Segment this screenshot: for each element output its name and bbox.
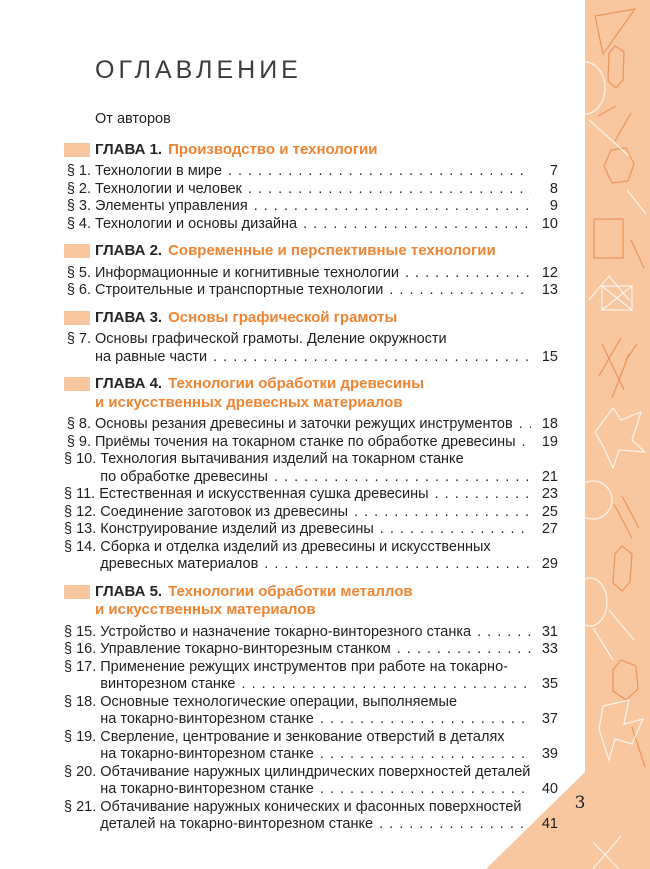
dots-leader [397, 641, 531, 659]
chapter-title: Основы графической грамоты [168, 308, 398, 326]
item-page-number: 27 [541, 521, 558, 537]
item-title-line: винторезном станке [100, 676, 236, 692]
toc-item [64, 641, 558, 659]
item-last-line [95, 216, 558, 234]
item-number: § 4. [66, 215, 91, 232]
item-title-line: Технологии и человек [95, 180, 242, 197]
item-page-number: 40 [541, 781, 558, 797]
item-title-line: на равные части [95, 348, 208, 365]
item-body [95, 416, 558, 434]
item-last-line [95, 265, 558, 283]
item-body [100, 539, 558, 574]
toc-item [64, 265, 558, 283]
dots-leader [379, 816, 531, 834]
chapter-label: ГЛАВА 1. [95, 140, 163, 158]
item-body [100, 799, 558, 834]
item-number: § 15. [64, 623, 97, 640]
toc-item [64, 331, 558, 366]
chapter-marker-chip [64, 377, 90, 391]
item-number: § 5. [66, 264, 91, 281]
table-of-contents [64, 56, 558, 834]
item-title-line: Основы графической грамоты. Деление окружности [95, 331, 447, 347]
item-page-number: 15 [541, 348, 558, 365]
item-last-line [95, 416, 558, 434]
toc-item [64, 163, 558, 181]
item-number: § 13. [64, 521, 97, 537]
chapter-label: ГЛАВА 5. [95, 582, 163, 600]
item-title-line: Приёмы точения на токарном станке по обработке древесины [95, 433, 516, 450]
item-title-line: Конструирование изделий из древесины [100, 521, 374, 537]
chapters-list [64, 141, 558, 834]
item-title-line: Применение режущих инструментов при работе на токарно- [100, 658, 508, 675]
toc-item [64, 181, 558, 199]
item-number: § 11. [64, 486, 96, 502]
item-last-line [100, 521, 558, 539]
chapter-label: ГЛАВА 4. [95, 375, 163, 392]
item-number: § 7. [66, 331, 91, 347]
item-body [95, 331, 558, 366]
item-last-line [95, 434, 558, 452]
item-title-line: Основы резания древесины и заточки режущих инструментов [95, 416, 513, 432]
page-number: 3 [574, 793, 586, 813]
chapter-section [64, 141, 558, 234]
item-title-line: на токарно-винторезном станке [100, 781, 314, 797]
item-number: § 18. [64, 693, 97, 710]
toc-item [64, 694, 558, 729]
item-last-line [100, 746, 558, 764]
item-title-line: Управление токарно-винторезным станком [100, 641, 391, 657]
item-body [100, 729, 558, 764]
toc-item [64, 282, 558, 300]
item-body [95, 181, 558, 199]
dots-leader [213, 349, 531, 367]
dots-leader [320, 746, 531, 764]
toc-item [64, 764, 558, 799]
chapter-heading-line [95, 375, 558, 394]
toc-item [64, 624, 558, 642]
item-body [95, 282, 558, 300]
item-number: § 20. [64, 763, 97, 780]
toc-item [64, 486, 558, 504]
item-last-line [100, 711, 558, 729]
item-title-line: Основные технологические операции, выполняемые [100, 693, 458, 710]
dots-leader [389, 282, 531, 300]
item-title-line: Элементы управления [95, 198, 248, 214]
item-number: § 19. [64, 728, 97, 745]
item-last-line [95, 349, 558, 367]
chapter-heading-line [95, 141, 558, 160]
item-last-line [95, 181, 558, 199]
item-number: § 3. [66, 198, 91, 214]
item-page-number: 12 [541, 264, 558, 281]
dots-leader [242, 676, 531, 694]
chapter-heading [64, 141, 558, 160]
item-number: § 10. [64, 451, 97, 467]
item-title-line: деталей на токарно-винторезном станке [100, 816, 374, 832]
item-number: § 2. [66, 180, 91, 197]
chapter-marker-chip [64, 585, 90, 599]
item-last-line [100, 504, 558, 522]
item-number: § 17. [64, 658, 97, 675]
item-page-number: 9 [549, 198, 558, 214]
item-page-number: 33 [541, 641, 558, 657]
item-page-number: 31 [541, 623, 558, 640]
item-page-number: 39 [541, 746, 558, 762]
item-title-line: на токарно-винторезном станке [100, 746, 314, 762]
dots-leader [477, 624, 531, 642]
dots-leader [228, 163, 531, 181]
chapter-title: Технологии обработки древесины [168, 375, 425, 392]
item-number: § 12. [64, 503, 97, 520]
item-body [100, 764, 558, 799]
item-number: § 9. [66, 433, 91, 450]
item-number: § 6. [66, 282, 91, 298]
chapter-heading [64, 583, 558, 620]
chapter-heading-line [95, 394, 558, 413]
item-page-number: 7 [549, 163, 558, 179]
item-body [95, 163, 558, 181]
item-title-line: по обработке древесины [100, 468, 268, 485]
chapter-title: и искусственных материалов [95, 601, 316, 618]
item-body [95, 434, 558, 452]
dots-leader [354, 504, 531, 522]
item-title-line: Строительные и транспортные технологии [95, 282, 384, 298]
toc-item [64, 504, 558, 522]
item-page-number: 21 [541, 468, 558, 485]
item-last-line [100, 781, 558, 799]
chapter-label: ГЛАВА 3. [95, 308, 163, 326]
item-page-number: 25 [541, 503, 558, 520]
chapter-heading-line [95, 583, 558, 602]
item-body [100, 504, 558, 522]
chapter-marker-chip [64, 244, 90, 258]
chapter-section [64, 242, 558, 300]
dots-leader [519, 416, 531, 434]
item-title-line: Информационные и когнитивные технологии [95, 264, 399, 281]
chapter-section [64, 375, 558, 574]
chapter-heading [64, 242, 558, 261]
item-title-line: Естественная и искусственная сушка древесины [99, 486, 429, 502]
front-matter-entry: От авторов [95, 111, 171, 127]
item-body [100, 641, 558, 659]
item-body [100, 694, 558, 729]
dots-leader [264, 556, 531, 574]
item-last-line [100, 556, 558, 574]
chapter-section [64, 309, 558, 367]
toc-item [64, 434, 558, 452]
chapter-title: Технологии обработки металлов [168, 582, 413, 600]
item-number: § 16. [64, 641, 97, 657]
toc-item [64, 451, 558, 486]
item-number: § 21. [64, 798, 97, 815]
chapter-heading-line [95, 601, 558, 620]
item-title-line: Соединение заготовок из древесины [100, 503, 349, 520]
item-number: § 8. [66, 416, 91, 432]
item-page-number: 23 [541, 486, 558, 502]
dots-leader [274, 469, 531, 487]
item-title-line: Сверление, центрование и зенкование отверстий в деталях [100, 728, 505, 745]
item-last-line [100, 469, 558, 487]
chapter-title: Производство и технологии [168, 140, 378, 158]
item-last-line [95, 282, 558, 300]
item-number: § 1. [66, 163, 91, 179]
chapter-title: Современные и перспективные технологии [168, 242, 496, 259]
item-body [100, 521, 558, 539]
toc-item [64, 539, 558, 574]
chapter-heading-line [95, 242, 558, 261]
item-body [100, 659, 558, 694]
chapter-section [64, 583, 558, 834]
item-page-number: 13 [541, 282, 558, 298]
dots-leader [380, 521, 531, 539]
item-title-line: Технологии и основы дизайна [95, 215, 298, 232]
dots-leader [254, 198, 531, 216]
item-last-line [99, 486, 558, 504]
item-body [100, 624, 558, 642]
dots-leader [320, 711, 531, 729]
dots-leader [320, 781, 531, 799]
chapter-label: ГЛАВА 2. [95, 242, 163, 259]
item-body [95, 216, 558, 234]
item-title-line: Сборка и отделка изделий из древесины и искусственных [100, 538, 491, 555]
dots-leader [522, 434, 531, 452]
toc-item [64, 729, 558, 764]
item-number: § 14. [64, 538, 97, 555]
toc-item [64, 521, 558, 539]
item-title-line: древесных материалов [100, 556, 259, 572]
item-last-line [95, 198, 558, 216]
toc-item [64, 216, 558, 234]
item-body [95, 198, 558, 216]
item-title-line: Обтачивание наружных конических и фасонных поверхностей [100, 798, 522, 815]
chapter-title: и искусственных древесных материалов [95, 393, 403, 411]
page-title: ОГЛАВЛЕНИЕ [95, 56, 302, 84]
dots-leader [303, 216, 531, 234]
item-page-number: 19 [541, 433, 558, 450]
toc-item [64, 659, 558, 694]
item-page-number: 18 [541, 416, 558, 432]
item-title-line: Устройство и назначение токарно-винторезного станка [100, 623, 472, 640]
item-last-line [100, 676, 558, 694]
item-last-line [100, 816, 558, 834]
chapter-heading [64, 309, 558, 328]
toc-item [64, 799, 558, 834]
dots-leader [435, 486, 531, 504]
item-body [99, 486, 558, 504]
item-page-number: 29 [541, 556, 558, 572]
item-page-number: 10 [541, 215, 558, 232]
item-last-line [100, 641, 558, 659]
chapter-marker-chip [64, 311, 90, 325]
toc-item [64, 198, 558, 216]
item-last-line [100, 624, 558, 642]
item-page-number: 41 [541, 816, 558, 832]
chapter-heading-line [95, 309, 558, 328]
item-title-line: на токарно-винторезном станке [100, 711, 314, 727]
item-title-line: Технология вытачивания изделий на токарном станке [100, 451, 464, 467]
dots-leader [405, 265, 531, 283]
decorative-sidebar [585, 0, 650, 869]
chapter-heading [64, 375, 558, 412]
dots-leader [248, 181, 531, 199]
item-last-line [95, 163, 558, 181]
item-page-number: 37 [541, 711, 558, 727]
item-body [100, 451, 558, 486]
chapter-marker-chip [64, 143, 90, 157]
item-body [95, 265, 558, 283]
item-title-line: Обтачивание наружных цилиндрических поверхностей деталей [100, 763, 531, 780]
item-page-number: 8 [549, 180, 558, 197]
toc-item [64, 416, 558, 434]
item-page-number: 35 [541, 676, 558, 692]
item-title-line: Технологии в мире [95, 163, 222, 179]
